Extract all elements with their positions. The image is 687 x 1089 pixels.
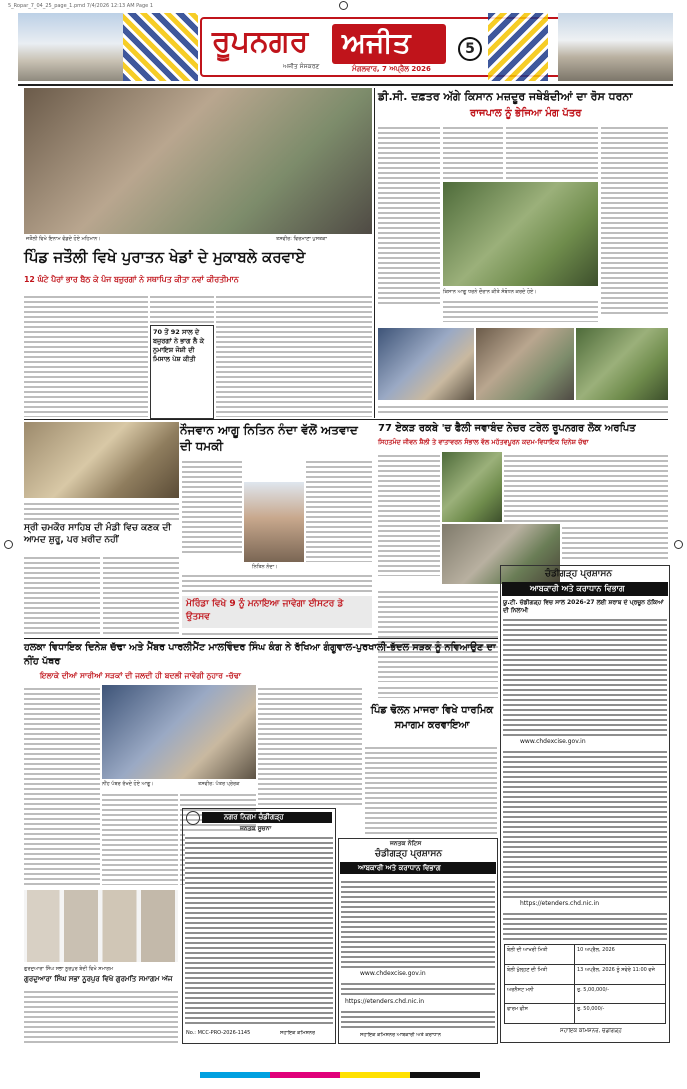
ad-right-sign: ਸਹਾਇਕ ਕਮਿਸ਼ਨਰ, ਚੰਡੀਗੜ੍ਹ (560, 1028, 622, 1034)
story-7-caption: ਨੀਂਹ ਪੱਥਰ ਰੱਖਦੇ ਹੋਏ ਆਗੂ। (102, 781, 154, 787)
ad-right-title: ਚੰਡੀਗੜ੍ਹ ਪ੍ਰਸ਼ਾਸਨ (545, 569, 612, 579)
story-1-body (216, 293, 372, 417)
registration-mark-icon (339, 1, 348, 10)
story-3-body (182, 572, 372, 592)
story-1-caption: ਜਤੌਲੀ ਵਿਖੇ ਇਨਾਮ ਵੰਡਦੇ ਹੋਏ ਮਹਿਮਾਨ। (26, 236, 101, 242)
story-1-credit: ਤਸਵੀਰ: ਵਿਰਮਾਣਾ ਪੁਸਤਕਾ (276, 236, 327, 242)
story-2-caption: ਕਿਸਾਨ ਆਗੂ ਧਰਨੇ ਦੌਰਾਨ ਕੀਤੇ ਸੰਬੋਧਨ ਕਰਦੇ ਹੋਏ। (443, 289, 537, 295)
story-7-caption: ਤਸਵੀਰ: ਪੱਤਰ ਪ੍ਰੇਰਕ (198, 781, 240, 787)
print-strip: 5_Ropar_7_04_25_page_1.pmd 7/4/2026 12:13 AM Page 1 (8, 3, 153, 9)
story-7-headline: ਹਲਕਾ ਵਿਧਾਇਕ ਦਿਨੇਸ਼ ਚੱਢਾ ਅਤੇ ਮੈਂਬਰ ਪਾਰਲੀਮੈਂਟ ਮਾਲਵਿੰਦਰ ਸਿੰਘ ਕੰਗ ਨੇ ਰੱਖਿਆ ਗੰਗੂਵਾਲ-ਪੁਰਖਾਲੀ-ਭੱਦਲ ਸੜਕ ਨੂੰ ਨਵਿਆਉਣ ਦਾ ਨੀਂਹ ਪੱਥਰ (24, 642, 496, 667)
page-number: 5 (458, 37, 482, 61)
registration-mark-icon (4, 540, 13, 549)
ad-right-url: https://etenders.chd.nic.in (520, 900, 600, 907)
story-4-subhead: ਸਿਹਤਮੰਦ ਜੀਵਨ ਸ਼ੈਲੀ ਤੇ ਵਾਤਾਵਰਨ ਸੰਭਾਲ ਵੱਲ ਮਹੱਤਵਪੂਰਨ ਕਦਮ-ਵਿਧਾਇਕ ਦਿਨੇਸ਼ ਚੱਢਾ (378, 438, 589, 446)
masthead (18, 13, 673, 83)
story-7-body (258, 685, 362, 805)
story-1-pullquote: 70 ਤੋਂ 92 ਸਾਲ ਦੇ ਬਜ਼ੁਰਗਾਂ ਨੇ ਭਾਗ ਲੈ ਕੇ ਨੁਮਾਇਸ਼ ਜੋਸ਼ੀ ਦੀ ਮਿਸਾਲ ਪੇਸ਼ ਕੀਤੀ (153, 328, 204, 363)
story-2-body (601, 124, 668, 314)
story-6-headline: ਮੋਰਿੰਡਾ ਵਿਖੇ 9 ਨੂੰ ਮਨਾਇਆ ਜਾਵੇਗਾ ਈਸਟਰ ਡੇ ਉਤਸਵ (186, 599, 344, 622)
story-1-headline: ਪਿੰਡ ਜਤੌਲੀ ਵਿਖੇ ਪੁਰਾਤਨ ਖੇਡਾਂ ਦੇ ਮੁਕਾਬਲੇ ਕਰਵਾਏ (24, 248, 306, 266)
story-3-body (182, 458, 242, 554)
ad-right-intro: ਯੂ.ਟੀ. ਚੰਡੀਗੜ੍ਹ ਵਿਚ ਸਾਲ 2026-27 ਲਈ ਸ਼ਰਾਬ ਦੇ ਪ੍ਰਚੂਨ ਠੇਕਿਆਂ ਦੀ ਨਿਲਾਮੀ (503, 599, 664, 614)
section-divider (24, 419, 668, 420)
ad-municipal-body (185, 834, 333, 1024)
story-7-photo (102, 685, 256, 779)
story-3-photo (244, 482, 304, 562)
story-2-body (443, 298, 598, 322)
story-9-headline: ਗੁਰਦੁਆਰਾ ਸਿੰਘ ਸਭਾ ਨੂਰਪੁਰ ਵਿਖੇ ਗੁਰਮਤਿ ਸਮਾਗਮ ਅੱਜ (24, 975, 173, 983)
ad-right-table (504, 944, 666, 1024)
ad-center-label: ਜਨਤਕ ਨੋਟਿਸ (390, 840, 422, 847)
story-4-headline: 77 ਏਕੜ ਰਕਬੇ 'ਚ ਫੈਲੀ ਜਵਾਬੰਦ ਨੇਚਰ ਟਰੇਲ ਰੂਪਨਗਰ ਲੋਕ ਅਰਪਿਤ (378, 423, 636, 434)
story-9-caption: ਗੁਰਦੁਆਰਾ ਸਿੰਘ ਸਭਾ ਨੂਰਪੁਰ ਬੇਦੀ ਵਿਖੇ ਸਮਾਗਮ (24, 966, 114, 972)
date: ਮੰਗਲਵਾਰ, 7 ਅਪ੍ਰੈਲ 2026 (352, 65, 431, 73)
story-5-body (103, 554, 179, 634)
story-5-photo (24, 422, 179, 498)
ad-municipal-footer-left: No.: MCC-PRO-2026-1145 (186, 1030, 251, 1036)
story-4-body (504, 452, 668, 522)
ad-center-url: https://etenders.chd.nic.in (345, 998, 425, 1005)
story-6-body (182, 630, 372, 636)
table-row: ਫਾਰਮ ਫੀਸ ਰੁ. 50,000/- (505, 1004, 665, 1023)
story-2-subhead: ਰਾਜਪਾਲ ਨੂੰ ਭੇਜਿਆ ਮੰਗ ਪੱਤਰ (470, 108, 582, 119)
table-row: ਅਰਨੈਸਟ ਮਨੀ ਰੁ. 5,00,000/- (505, 985, 665, 1004)
ad-center-dept: ਆਬਕਾਰੀ ਅਤੇ ਕਰਾਧਾਨ ਵਿਭਾਗ (358, 864, 441, 872)
story-1-photo (24, 88, 372, 234)
story-2-body (506, 124, 598, 180)
ad-right-dept: ਆਬਕਾਰੀ ਅਤੇ ਕਰਾਧਾਨ ਵਿਭਾਗ (530, 584, 625, 593)
story-1-body (150, 293, 214, 323)
ad-municipal-subtitle: ਜਨਤਕ ਸੂਚਨਾ (240, 825, 272, 832)
story-2-photo (443, 182, 598, 286)
brand-left: ਰੂਪਨਗਰ (212, 24, 309, 59)
brand-right: ਅਜੀਤ (342, 26, 411, 59)
section-divider (24, 638, 498, 639)
ad-municipal-title: ਨਗਰ ਨਿਗਮ ਚੰਡੀਗੜ੍ਹ (224, 813, 284, 821)
ad-center-sign: ਸਹਾਇਕ ਕਮਿਸ਼ਨਰ ਆਬਕਾਰੀ ਅਤੇ ਕਰਾਧਾਨ (360, 1032, 441, 1038)
story-9-body (24, 988, 178, 1044)
table-row: ਬੋਲੀ ਦੀ ਆਖਰੀ ਮਿਤੀ 10 ਅਪ੍ਰੈਲ, 2026 (505, 945, 665, 965)
story-4-photo (576, 328, 668, 400)
ad-municipal-logo (186, 811, 200, 825)
story-7-subhead: ਇਲਾਕੇ ਦੀਆਂ ਸਾਰੀਆਂ ਸੜਕਾਂ ਦੀ ਜਲਦੀ ਹੀ ਬਦਲੀ ਜਾਵੇਗੀ ਨੁਹਾਰ -ਚੱਢਾ (40, 671, 241, 680)
story-4-photo (476, 328, 574, 400)
story-5-body (24, 500, 179, 520)
tagline: ਅਜੀਤ ਸੰਸਕਰਣ (283, 63, 320, 70)
ad-right-body (503, 616, 667, 736)
story-9-photo (24, 890, 178, 962)
story-2-headline: ਡੀ.ਸੀ. ਦਫ਼ਤਰ ਅੱਗੇ ਕਿਸਾਨ ਮਜ਼ਦੂਰ ਜਥੇਬੰਦੀਆਂ ਦਾ ਰੋਸ ਧਰਨਾ (378, 90, 633, 103)
ad-right-body (503, 748, 667, 898)
ad-right-body (503, 910, 667, 940)
decorative-pattern (123, 13, 198, 81)
story-2-body (378, 124, 440, 304)
story-3-caption: ਨਿਤਿਨ ਨੰਦਾ। (252, 564, 278, 570)
story-7-body (24, 685, 100, 885)
column-divider (374, 88, 375, 418)
decorative-pattern (488, 13, 548, 81)
table-row: ਬੋਲੀ ਖੁੱਲ੍ਹਣ ਦੀ ਮਿਤੀ 13 ਅਪ੍ਰੈਲ, 2026 ਨੂੰ ਸਵੇਰੇ 11:00 ਵਜੇ (505, 965, 665, 985)
story-4-photo (442, 452, 502, 522)
story-3-body (306, 458, 372, 562)
masthead-photo-right (558, 13, 673, 81)
story-4-body (378, 452, 440, 576)
ad-center-title: ਚੰਡੀਗੜ੍ਹ ਪ੍ਰਸ਼ਾਸਨ (375, 849, 442, 859)
story-8-headline: ਪਿੰਡ ਢੋਲਨ ਮਾਜਰਾ ਵਿਖੇ ਧਾਰਮਿਕ ਸਮਾਗਮ ਕਰਵਾਇਆ (370, 705, 494, 731)
ad-center-body (341, 1008, 495, 1030)
ad-center-body (341, 878, 495, 968)
story-4-photo (378, 328, 474, 400)
story-3-headline: ਨੌਜਵਾਨ ਆਗੂ ਨਿਤਿਨ ਨੰਦਾ ਵੱਲੋਂ ਅਤਵਾਦ ਦੀ ਧਮਕੀ (180, 423, 358, 453)
story-5-body (24, 554, 100, 634)
story-4-body (562, 524, 668, 562)
story-7-body (102, 791, 178, 885)
ad-right-site: www.chdexcise.gov.in (520, 738, 586, 745)
story-4-body (378, 684, 498, 698)
story-2-body (443, 124, 503, 180)
color-bar (200, 1072, 480, 1078)
ad-center-site: www.chdexcise.gov.in (360, 970, 426, 977)
ad-center-body (341, 980, 495, 996)
story-1-subhead: 12 ਘੰਟੇ ਪੈਰਾਂ ਭਾਰ ਬੈਠ ਕੇ ਪੰਜ ਬਜ਼ੁਰਗਾਂ ਨੇ ਸਥਾਪਿਤ ਕੀਤਾ ਨਵਾਂ ਕੀਰਤੀਮਾਨ (24, 275, 239, 284)
ad-municipal-footer-right: ਸਹਾਇਕ ਕਮਿਸ਼ਨਰ (280, 1030, 316, 1036)
masthead-photo-left (18, 13, 123, 81)
masthead-divider (18, 84, 673, 86)
story-8-body (365, 744, 497, 836)
story-1-body (24, 293, 148, 417)
story-4-captions (378, 403, 668, 415)
registration-mark-icon (674, 540, 683, 549)
story-5-headline: ਸ੍ਰੀ ਚਮਕੌਰ ਸਾਹਿਬ ਦੀ ਮੰਡੀ ਵਿਚ ਕਣਕ ਦੀ ਆਮਦ ਸ਼ੁਰੂ, ਪਰ ਖ਼ਰੀਦ ਨਹੀਂ (24, 523, 172, 545)
